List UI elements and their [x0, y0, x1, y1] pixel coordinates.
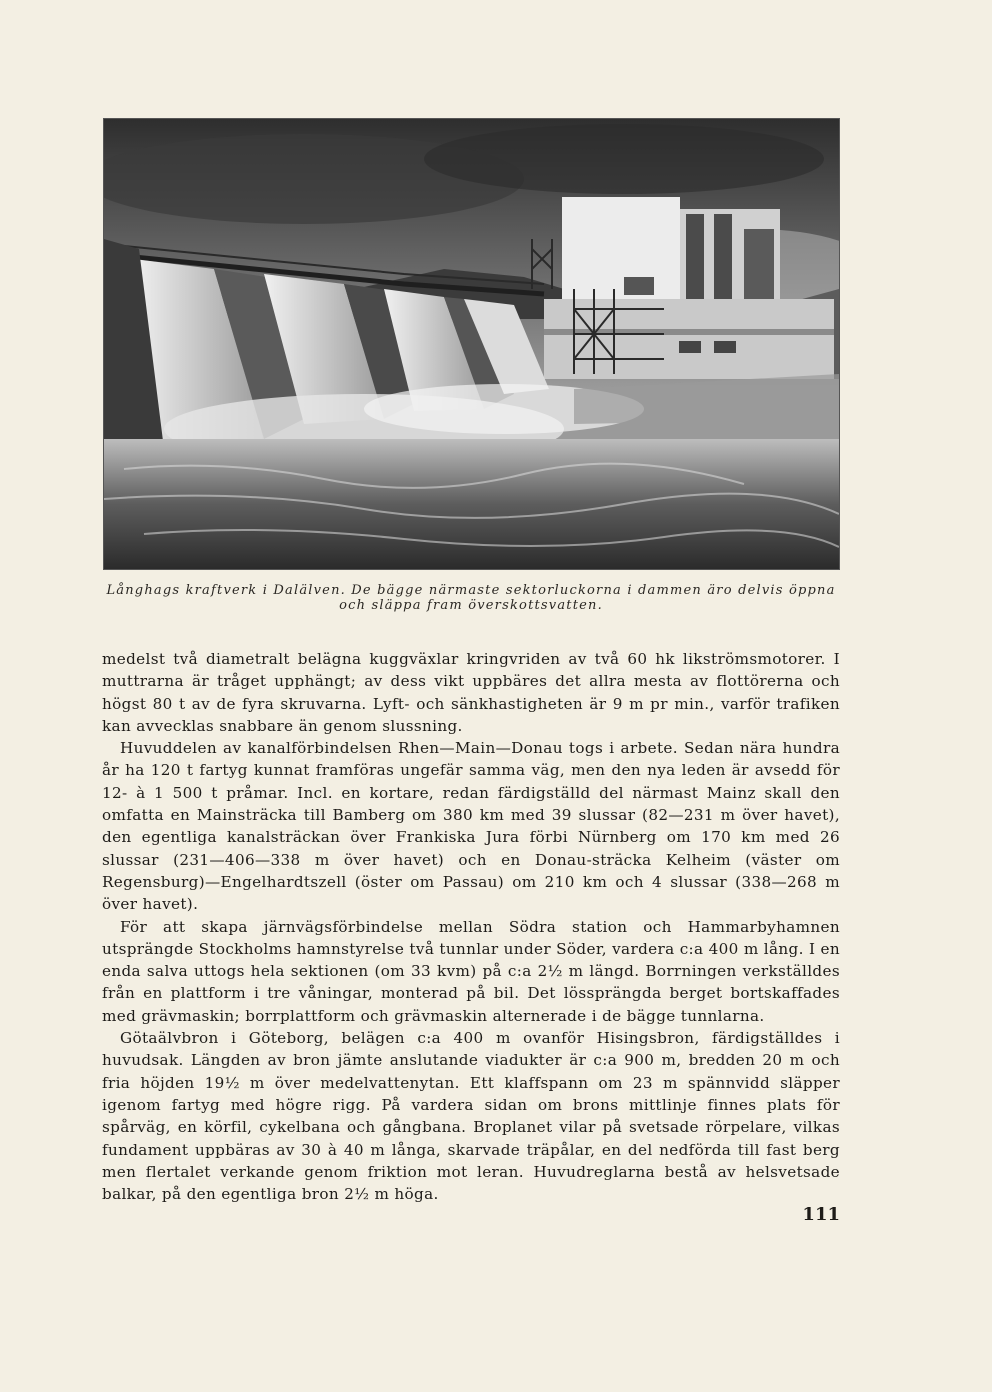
page-number: 111 [802, 1204, 840, 1225]
paragraph: För att skapa järnvägsförbindelse mellan Södra station och Hammarbyhamnen utsprängde Stockholms hamnstyrelse två tunnlar under Söder, vardera c:a 400 m lång. I en enda salva uttogs hela sektionen (om 33 kvm) på c:a 2½ m längd. Borrningen verkställdes från en plattform i tre våningar, monterad på bil. Det lössprängda berget bortskaffades med grävmaskin; borrplattform och grävmaskin alternerade i de bägge tunnlarna. [102, 917, 840, 1025]
dam-photo-icon [104, 119, 839, 569]
figure-caption [100, 583, 842, 613]
caption-line-2: och släppa fram överskottsvatten. [339, 598, 603, 613]
caption-line-1: Långhags kraftverk i Dalälven. De bägge närmaste sektorluckorna i dammen äro delvis öppna [106, 583, 836, 598]
dam-photograph [103, 118, 840, 570]
paragraph: Huvuddelen av kanalförbindelsen Rhen—Main—Donau togs i arbete. Sedan nära hundra år ha 120 t fartyg kunnat framföras ungefär samma väg, men den nya leden är avsedd för 12- à 1 500 t pråmar. Incl. en kortare, redan färdigställd del närmast Mainz skall den omfatta en Mainsträcka till Bamberg om 380 km med 39 slussar (82—231 m över havet), den egentliga kanalsträckan över Frankiska Jura förbi Nürnberg om 170 km med 26 slussar (231—406—338 m över havet) och en Donau-sträcka Kelheim (väster om Regensburg)—Engelhardtszell (öster om Passau) om 210 km och 4 slussar (338—268 m över havet). [102, 739, 840, 914]
paragraph: Götaälvbron i Göteborg, belägen c:a 400 m ovanför Hisingsbron, färdigställdes i huvudsak. Längden av bron jämte anslutande viadukter är c:a 900 m, bredden 20 m och fria höjden 19½ m över medelvattenytan. Ett klaffspann om 23 m spännvidd släpper igenom fartyg med högre rigg. På vardera sidan om brons mittlinje finnes plats för spårväg, en körfil, cykelbana och gångbana. Broplanet vilar på svetsade rörpelare, vilkas fundament uppbäras av 30 à 40 m långa, skarvade träpålar, en del nedförda till fast berg men flertalet verkande genom friktion mot leran. Huvudreglarna bestå av helsvetsade balkar, på den egentliga bron 2½ m höga. [102, 1029, 840, 1204]
paragraph: medelst två diametralt belägna kuggväxlar kringvriden av två 60 hk likströmsmotorer. I muttrarna är tråget upphängt; av dess vikt uppbäres det allra mesta av flottörerna och högst 80 t av de fyra skruvarna. Lyft- och sänkhastigheten är 9 m pr min., varför trafiken kan avvecklas snabbare än genom slussning. [102, 650, 840, 735]
body-text [102, 648, 840, 1205]
